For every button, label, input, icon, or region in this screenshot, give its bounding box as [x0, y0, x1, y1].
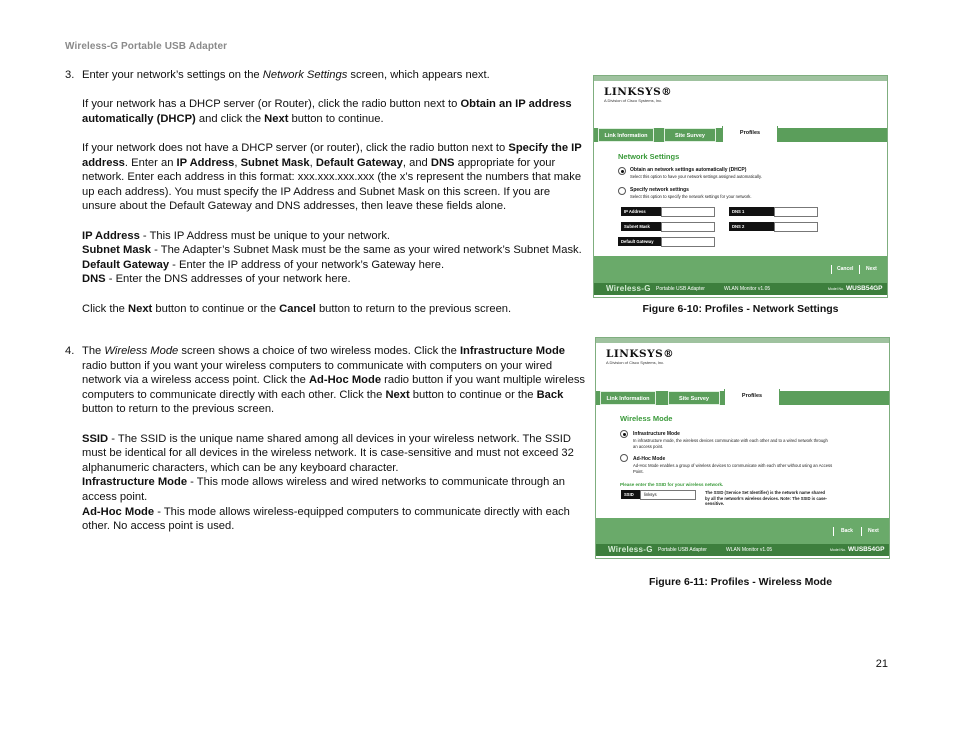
tab-profiles[interactable]: Profiles	[722, 126, 778, 142]
infrastructure-definition: Infrastructure Mode - This mode allows wireless and wired networks to communicate through an access point.	[82, 476, 565, 504]
linksys-logo: LINKSYS®	[604, 86, 673, 98]
next-button[interactable]: Next	[866, 266, 877, 272]
static-ip-paragraph: If your network does not have a DHCP server (or router), click the radio button next to Specify the IP address. Enter an IP Address, Subnet Mask, Default Gateway, and DNS appropriate for your network. Enter each address in this format: xxx.xxx.xxx.xxx (the x’s represent the numbers that make up each address). You must specify the IP Address and Subnet Mask on this screen. If you are unsure about the Default Gateway and DNS addresses, then leave these fields alone.	[82, 141, 582, 213]
subnet-mask-label: Subnet Mask	[621, 222, 661, 231]
dns-definition: DNS - Enter the DNS addresses of your network here.	[82, 273, 351, 286]
specify-option-title: Specify network settings	[630, 187, 689, 193]
running-header: Wireless-G Portable USB Adapter	[65, 41, 228, 52]
back-button[interactable]: Back	[841, 528, 853, 534]
screenshot-top-bar	[594, 76, 887, 81]
step-number: 3.	[65, 69, 75, 81]
tab-link-information[interactable]: Link Information	[600, 391, 656, 405]
dns1-input[interactable]	[774, 207, 818, 217]
ssid-input[interactable]: linksys	[640, 490, 696, 500]
screenshot-footer	[594, 283, 887, 295]
tab-site-survey[interactable]: Site Survey	[664, 128, 716, 142]
adhoc-radio[interactable]	[620, 454, 628, 462]
adhoc-option-title: Ad-Hoc Mode	[633, 456, 666, 462]
button-bar	[594, 256, 887, 283]
ssid-note: The SSID (Service Set Identifier) is the network name shared by all the network’s wireless devices. Note: The SSID is case-sensitive.	[705, 490, 828, 506]
network-settings-screenshot	[593, 75, 888, 298]
dhcp-option-title: Obtain an network settings automatically (DHCP)	[630, 167, 747, 173]
footer-brand: Wireless-G	[606, 284, 651, 293]
page-number: 21	[875, 658, 888, 670]
screenshot-footer	[596, 544, 889, 556]
dhcp-option-description: Select this option to have your network settings assigned automatically.	[630, 174, 762, 179]
footer-version: WLAN Monitor v1.05	[724, 286, 771, 292]
subnet-mask-definition: Subnet Mask - The Adapter’s Subnet Mask must be the same as your wired network’s Subnet Mask.	[82, 244, 582, 257]
ssid-label: SSID	[621, 490, 640, 499]
logo-subtitle: A Division of Cisco Systems, Inc.	[606, 360, 665, 365]
footer-model-label: Model No.	[830, 548, 846, 552]
linksys-logo: LINKSYS®	[606, 348, 675, 360]
footer-model-label: Model No.	[828, 287, 844, 291]
infrastructure-radio[interactable]	[620, 430, 628, 438]
logo-subtitle: A Division of Cisco Systems, Inc.	[604, 98, 663, 103]
footer-brand: Wireless-G	[608, 545, 653, 554]
figure-6-11-caption: Figure 6-11: Profiles - Wireless Mode	[648, 576, 833, 588]
step-3-next-paragraph: Click the Next button to continue or the Cancel button to return to the previous screen.	[82, 302, 512, 315]
subnet-mask-input[interactable]	[661, 222, 715, 232]
footer-product: Portable USB Adapter	[656, 286, 705, 292]
screenshot-top-bar	[596, 338, 889, 343]
button-separator	[833, 527, 834, 536]
tab-bar	[596, 391, 889, 405]
dhcp-paragraph: If your network has a DHCP server (or Router), click the radio button next to Obtain an IP address automatically (DHCP) and click the Next button to continue.	[82, 98, 572, 125]
tab-bar	[594, 128, 887, 142]
step-4	[65, 344, 587, 534]
infrastructure-option-title: Infrastructure Mode	[633, 431, 680, 437]
wireless-mode-paragraph: The Wireless Mode screen shows a choice of two wireless modes. Click the Infrastructure Mode radio button if you want your wireless computers to communicate with computers on your wired network via a wireless access point. Click the Ad-Hoc Mode radio button if you want multiple wireless computers to communicate directly with each other. Click the Next button to continue or the Back button to return to the previous screen.	[82, 345, 586, 416]
tab-link-information[interactable]: Link Information	[598, 128, 654, 142]
tab-profiles[interactable]: Profiles	[724, 389, 780, 405]
dhcp-radio[interactable]	[618, 167, 626, 175]
ssid-definition: SSID - The SSID is the unique name shared among all devices in your wireless network. The SSID must be identical for all devices in the wireless network. It is case-sensitive and must not exceed 32 alphanumeric characters, which can be any keyboard character.	[82, 432, 574, 474]
specify-radio[interactable]	[618, 187, 626, 195]
section-heading: Wireless Mode	[620, 414, 673, 423]
step-3	[65, 68, 587, 316]
dns2-input[interactable]	[774, 222, 818, 232]
dns2-label: DNS 2	[729, 222, 774, 231]
tab-site-survey[interactable]: Site Survey	[668, 391, 720, 405]
footer-product: Portable USB Adapter	[658, 547, 707, 553]
step-3-intro: Enter your network’s settings on the Network Settings screen, which appears next.	[82, 69, 490, 81]
section-heading: Network Settings	[618, 152, 680, 161]
adhoc-option-description: Ad-Hoc Mode enables a group of wireless devices to communicate with each other without using an Access Point.	[633, 463, 833, 474]
default-gateway-label: Default Gateway	[618, 237, 661, 246]
ip-address-label: IP Address	[621, 207, 661, 216]
wireless-mode-screenshot	[595, 337, 890, 559]
ssid-instruction: Please enter the SSID for your wireless network.	[620, 482, 724, 487]
footer-model: WUSB54GP	[846, 285, 883, 292]
ip-address-definition: IP Address - This IP Address must be unique to your network.	[82, 229, 391, 242]
button-separator	[859, 265, 860, 274]
button-separator	[831, 265, 832, 274]
footer-model: WUSB54GP	[848, 546, 885, 553]
button-separator	[861, 527, 862, 536]
default-gateway-input[interactable]	[661, 237, 715, 247]
adhoc-definition: Ad-Hoc Mode - This mode allows wireless-equipped computers to communicate directly with each other. No access point is used.	[82, 505, 570, 533]
footer-version: WLAN Monitor v1.05	[726, 547, 773, 553]
next-button[interactable]: Next	[868, 528, 879, 534]
ip-address-input[interactable]	[661, 207, 715, 217]
figure-6-10-caption: Figure 6-10: Profiles - Network Settings	[642, 303, 839, 315]
infrastructure-option-description: In infrastructure mode, the wireless devices communicate with each other and to a wired network through an access point.	[633, 438, 828, 449]
button-bar	[596, 518, 889, 545]
cancel-button[interactable]: Cancel	[837, 266, 854, 272]
dns1-label: DNS 1	[729, 207, 774, 216]
specify-option-description: Select this option to specify the network settings for your network.	[630, 194, 752, 199]
step-number: 4.	[65, 345, 75, 358]
instructions-column	[65, 68, 587, 534]
gateway-definition: Default Gateway - Enter the IP address of your network’s Gateway here.	[82, 258, 445, 271]
